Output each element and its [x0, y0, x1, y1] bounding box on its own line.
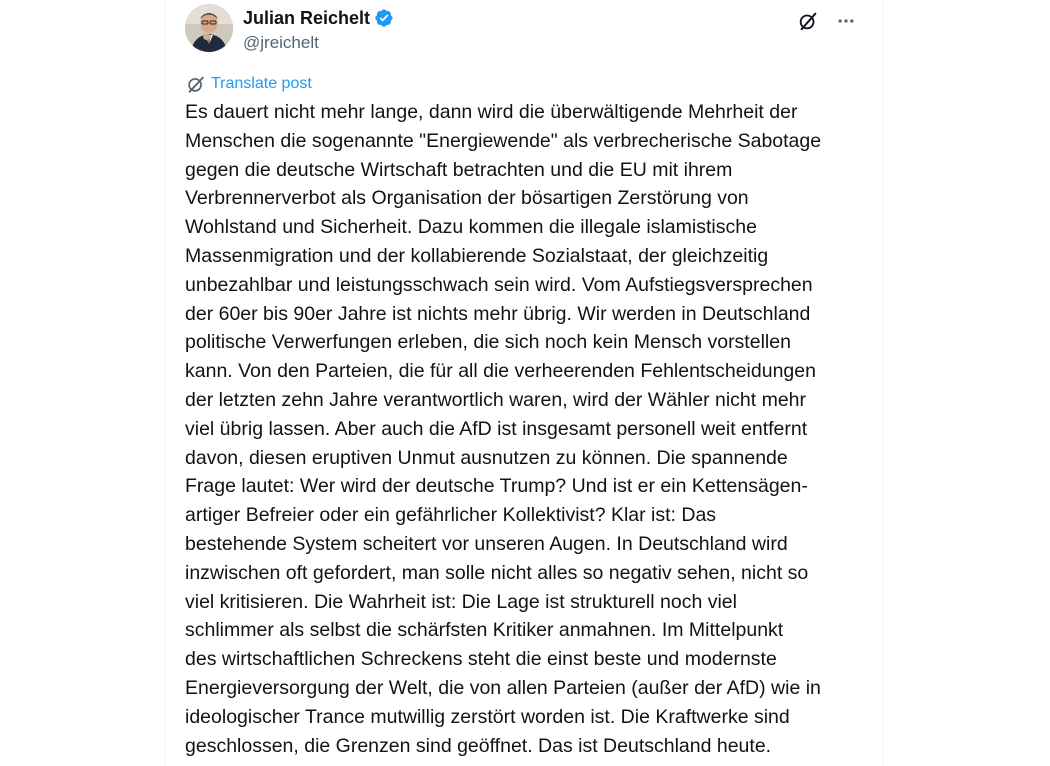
post-text-line: Menschen die sogenannte "Energiewende" als verbrecherische Sabotage: [185, 129, 822, 152]
post-text-line: Verbrennerverbot als Organisation der bösartigen Zerstörung von: [185, 187, 749, 210]
post-text-line: gegen die deutsche Wirtschaft betrachten und die EU mit ihrem: [185, 158, 733, 181]
avatar-photo-icon: [185, 4, 233, 52]
grok-icon: [797, 10, 819, 32]
post-text-line: artiger Befreier oder ein gefährlicher Kollektivist? Klar ist: Das: [185, 504, 717, 527]
post-text-line: Es dauert nicht mehr lange, dann wird die überwältigende Mehrheit der: [185, 101, 798, 123]
translate-post-label[interactable]: Translate post: [211, 75, 312, 92]
post-text-line: inzwischen oft gefordert, man solle nicht alles so negativ sehen, nicht so: [185, 561, 809, 584]
author-avatar[interactable]: [185, 4, 233, 52]
post-text-line: viel übrig lassen. Aber auch die AfD ist insgesamt personell weit entfernt: [185, 417, 808, 440]
post-text-line: politische Verwerfungen erleben, die sich noch kein Mensch vorstellen: [185, 331, 791, 354]
more-options-button[interactable]: [831, 6, 861, 36]
post-text-line: unbezahlbar und leistungsschwach sein wird. Vom Aufstiegsversprechen: [185, 273, 813, 296]
post-text-line: schlimmer als selbst die schärfsten Kritiker anmahnen. Im Mittelpunkt: [185, 619, 784, 642]
author-display-name[interactable]: Julian Reichelt: [243, 8, 371, 28]
post-text-line: bestehende System scheitert vor unseren Augen. In Deutschland wird: [185, 532, 788, 555]
name-row: [243, 6, 394, 30]
post-text-line: Frage lautet: Wer wird der deutsche Trump? Und ist er ein Kettensägen-: [185, 475, 808, 498]
post-text-line: der letzten zehn Jahre verantwortlich waren, wird der Wähler nicht mehr: [185, 388, 807, 411]
post-text-line: der 60er bis 90er Jahre ist nichts mehr übrig. Wir werden in Deutschland: [185, 302, 811, 325]
post-text-line: davon, diesen eruptiven Unmut ausnutzen zu können. Die spannende: [185, 446, 788, 469]
post-text: [185, 98, 875, 760]
post-text-line: ideologischer Trance mutwillig zerstört worden ist. Die Kraftwerke sind: [185, 705, 790, 728]
post-text-line: Massenmigration und der kollabierende Sozialstaat, der gleichzeitig: [185, 244, 769, 267]
grok-translate-icon: [185, 73, 207, 95]
post-card: [164, 0, 884, 766]
post-text-line: Energieversorgung der Welt, die von allen Parteien (außer der AfD) wie in: [185, 676, 821, 699]
post-text-line: kann. Von den Parteien, die für all die verheerenden Fehlentscheidungen: [185, 360, 816, 383]
author-handle[interactable]: @jreichelt: [243, 33, 319, 52]
author-info: [243, 6, 394, 54]
translate-post-link[interactable]: [185, 72, 312, 96]
more-horizontal-icon: [836, 11, 856, 31]
grok-button[interactable]: [793, 6, 823, 36]
post-text-line: Wohlstand und Sicherheit. Dazu kommen die illegale islamistische: [185, 216, 757, 239]
post-text-line: viel kritisieren. Die Wahrheit ist: Die Lage ist strukturell noch viel: [185, 590, 737, 613]
post-text-line: des wirtschaftlichen Schreckens steht die einst beste und modernste: [185, 648, 777, 671]
verified-badge-icon[interactable]: [374, 8, 394, 28]
post-text-line: geschlossen, die Grenzen sind geöffnet. Das ist Deutschland heute.: [185, 734, 772, 757]
post-header: [185, 4, 865, 54]
